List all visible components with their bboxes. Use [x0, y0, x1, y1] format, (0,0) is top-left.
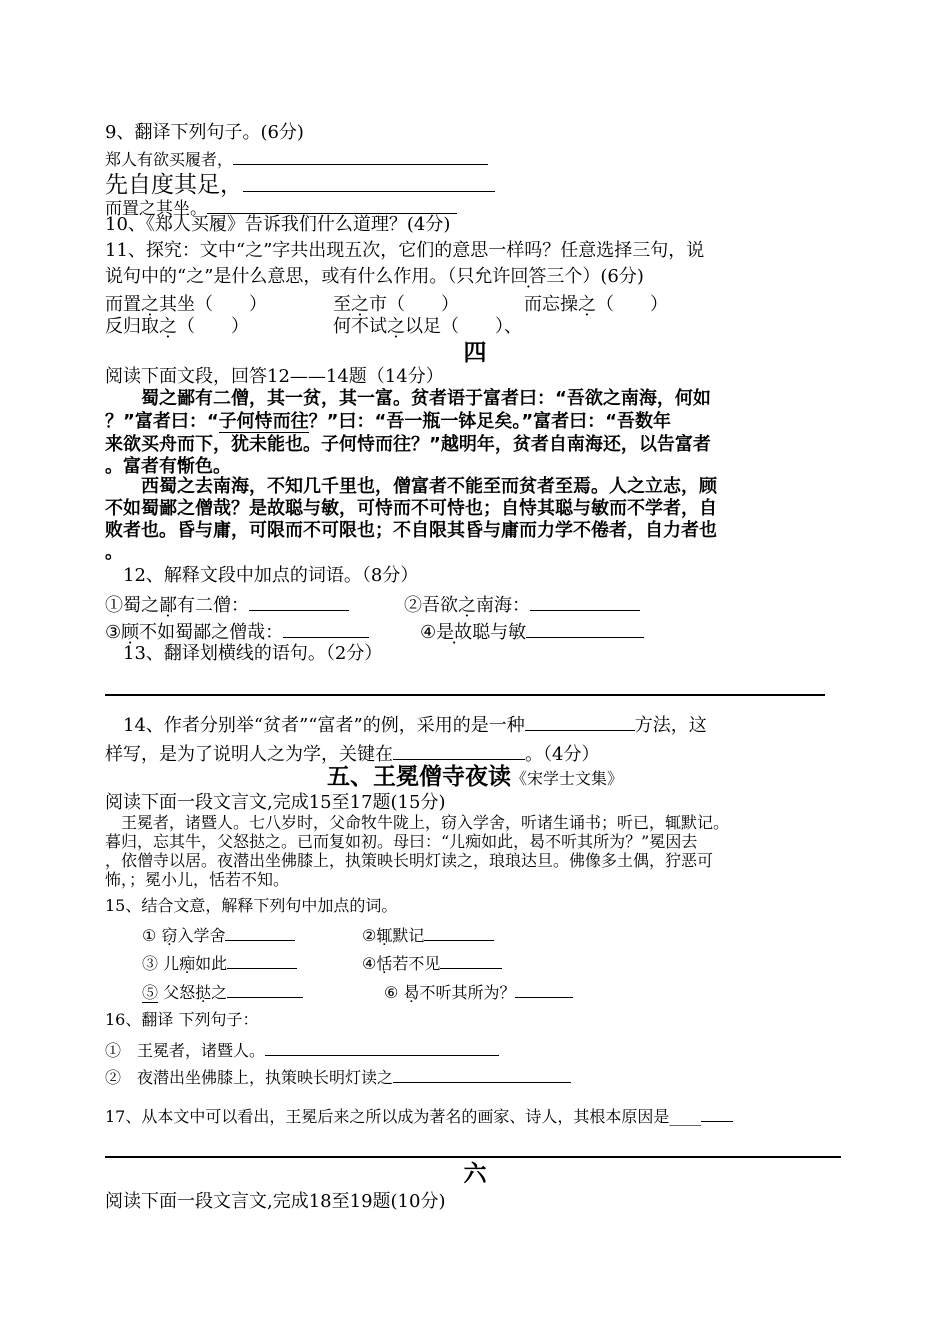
answer-blank[interactable] [243, 168, 495, 192]
q9-heading: 9、翻译下列句子。(6分) [105, 122, 304, 143]
answer-blank[interactable] [207, 196, 457, 214]
q9-sentence-2-text: 先自度其足， [105, 172, 243, 198]
q12-item-4: ④是故聪与敏 [420, 619, 644, 642]
passage-5-line: 怖，；冕小儿，恬若不知。 [105, 870, 290, 889]
section-four-heading: 四 [463, 340, 487, 366]
q9-sentence-1 [105, 148, 488, 168]
section-five-title [0, 766, 950, 789]
passage-4-line: 西蜀之去南海，不知几千里也，僧富者不能至而贫者至焉。人之立志，顾 [105, 476, 717, 497]
underlined-sentence: 子何恃而往 [218, 411, 309, 432]
dotted-char: 曷 [403, 983, 420, 1002]
passage-5-line: 暮归，忘其牛，父怒挞之。已而复如初。母曰：“儿痴如此，曷不听其所为？”冕因去 [105, 832, 698, 851]
q9-sentence-2 [105, 168, 495, 197]
passage-4-line: 来欲买舟而下，犹未能也。子何恃而往？”越明年，贫者自南海还，以告富者 [105, 434, 711, 455]
dotted-text: 允许回答三个 · [474, 268, 582, 286]
passage-4-line: 蜀之鄙有二僧，其一贫，其一富。贫者语于富者曰：“吾欲之南海，何如 [105, 388, 711, 409]
q14-line-1: 14、作者分别举“贫者”“富者”的例，采用的是一种 方法，这 [105, 712, 707, 735]
section-six-intro: 阅读下面一段文言文,完成18至19题(10分) [105, 1191, 446, 1212]
answer-blank[interactable] [227, 952, 297, 969]
passage-4-line: 。富者有惭色。 [105, 456, 231, 477]
answer-blank[interactable] [530, 592, 640, 611]
q10-heading: 10、《郑人买履》告诉我们什么道理？(4分) [105, 214, 451, 235]
q15-heading: 15、结合文意，解释下列句中加点的词。 [105, 896, 398, 915]
passage-4-line: 。 [105, 542, 123, 563]
passage-5-line: 王冕者，诸暨人。七八岁时，父命牧牛陇上，窃入学舍，听诸生诵书；听已，辄默记。 [105, 813, 730, 832]
q11-text: 说句中的“之”是什么意思，或有什么作用。（只 [105, 266, 475, 287]
answer-line[interactable] [105, 694, 825, 696]
q11-option-1: 而置之其坐（ ） [105, 294, 267, 315]
q15-item-3: ③ 儿痴如此 [142, 952, 297, 972]
q14-line-2: 样写，是为了说明人之为学，关键在 。（4分） [105, 741, 599, 764]
q16-item-2: ② 夜潜出坐佛膝上，执策映长明灯读之 [105, 1066, 571, 1086]
dotted-char: 挞 [195, 983, 212, 1002]
q15-item-6: ⑥ 曷不听其所为？ [384, 981, 573, 1001]
answer-blank[interactable] [393, 1066, 571, 1083]
dotted-char: 顾 [121, 622, 140, 643]
q11-option-3: 而忘操之（ ） [524, 294, 668, 315]
q12-item-3: ③顾不如蜀鄙之僧哉： [105, 619, 369, 642]
passage-5-line: ，依僧寺以居。夜潜出坐佛膝上，执策映长明灯读之，琅琅达旦。佛像多土偶，狞恶可 [105, 851, 714, 870]
q12-item-1: ①蜀之鄙有二僧： [105, 592, 349, 615]
q16-heading: 16、翻译 下列句子： [105, 1010, 259, 1029]
answer-blank[interactable] [233, 148, 488, 165]
answer-blank[interactable] [265, 1039, 499, 1056]
answer-blank[interactable] [701, 1105, 733, 1122]
q15-item-5: ⑤ 父怒挞之 [142, 981, 303, 1001]
section-five-heading: 五、王冕僧寺夜读 [326, 764, 511, 790]
q16-item-1: ① 王冕者，诸暨人。 [105, 1039, 499, 1059]
answer-blank-text[interactable]: ____ [669, 1107, 702, 1126]
q15-item-2: ②辄默记 [362, 924, 494, 944]
dotted-char: 痴 [179, 954, 196, 973]
answer-blank[interactable] [249, 592, 349, 611]
answer-blank[interactable] [227, 981, 303, 998]
section-four-intro: 阅读下面文段，回答12——14题（14分） [105, 366, 444, 387]
q11-option-4: 反归取之（ ） [105, 316, 249, 337]
section-five-source: 《宋学士文集》 [510, 769, 623, 788]
answer-blank[interactable] [424, 924, 494, 941]
answer-blank[interactable] [393, 741, 525, 760]
answer-blank[interactable] [283, 619, 369, 638]
q9-sentence-3-text: 而置之其坐。 [105, 199, 207, 219]
q15-item-1: ① 窃入学舍 [142, 924, 295, 944]
q11-line-2 [105, 268, 644, 286]
dotted-char: 之 [159, 316, 177, 337]
dotted-char: 恬 [376, 954, 393, 973]
answer-blank[interactable] [526, 619, 644, 638]
section-six-heading: 六 [463, 1161, 487, 1187]
passage-4-line: ？”富者曰：“子何恃而往？”曰：“吾一瓶一钵足矣。”富者曰：“吾数年 [105, 411, 671, 432]
dotted-char: 辄 [376, 926, 393, 945]
dotted-char: 窃 [161, 926, 178, 945]
answer-blank[interactable] [440, 952, 502, 969]
answer-blank[interactable] [225, 924, 295, 941]
q9-sentence-1-text: 郑人有欲买履者， [105, 150, 234, 169]
q11-score: ）(6分) [582, 266, 644, 287]
q12-heading: 12、解释文段中加点的词语。（8分） [105, 565, 419, 586]
q11-line-1: 11、探究：文中“之”字共出现五次，它们的意思一样吗？任意选择三句，说 [105, 240, 705, 261]
q17-heading: 17、从本文中可以看出，王冕后来之所以成为著名的画家、诗人，其根本原因是____ [105, 1105, 733, 1125]
section-five-intro: 阅读下面一段文言文,完成15至17题(15分) [105, 792, 446, 813]
answer-blank[interactable] [515, 981, 573, 998]
dotted-char: 是故 [436, 622, 473, 643]
dotted-char: 之 [458, 595, 476, 616]
q11-option-5: 何不试之以足（ ）、 [333, 316, 522, 337]
q15-item-4: ④恬若不见 [362, 952, 502, 972]
q13-heading: 13、翻译划横线的语句。（2分） [105, 643, 383, 664]
answer-blank[interactable] [525, 712, 635, 731]
dotted-char: 之 [387, 316, 405, 337]
dotted-char: 鄙 [159, 595, 177, 616]
q11-option-2: 至之市（ ） [333, 294, 459, 315]
dotted-char: 之 [578, 294, 596, 315]
passage-4-line: 败者也。昏与庸，可限而不可限也；不自限其昏与庸而力学不倦者，自力者也 [105, 520, 717, 541]
passage-4-line: 不如蜀鄙之僧哉？是故聪与敏，可恃而不可恃也；自恃其聪与敏而不学者，自 [105, 498, 717, 519]
q12-item-2: ②吾欲之南海： [404, 592, 640, 615]
dotted-char: 之 [141, 294, 159, 315]
answer-line[interactable] [105, 1156, 841, 1158]
dotted-char: 之 [351, 294, 369, 315]
